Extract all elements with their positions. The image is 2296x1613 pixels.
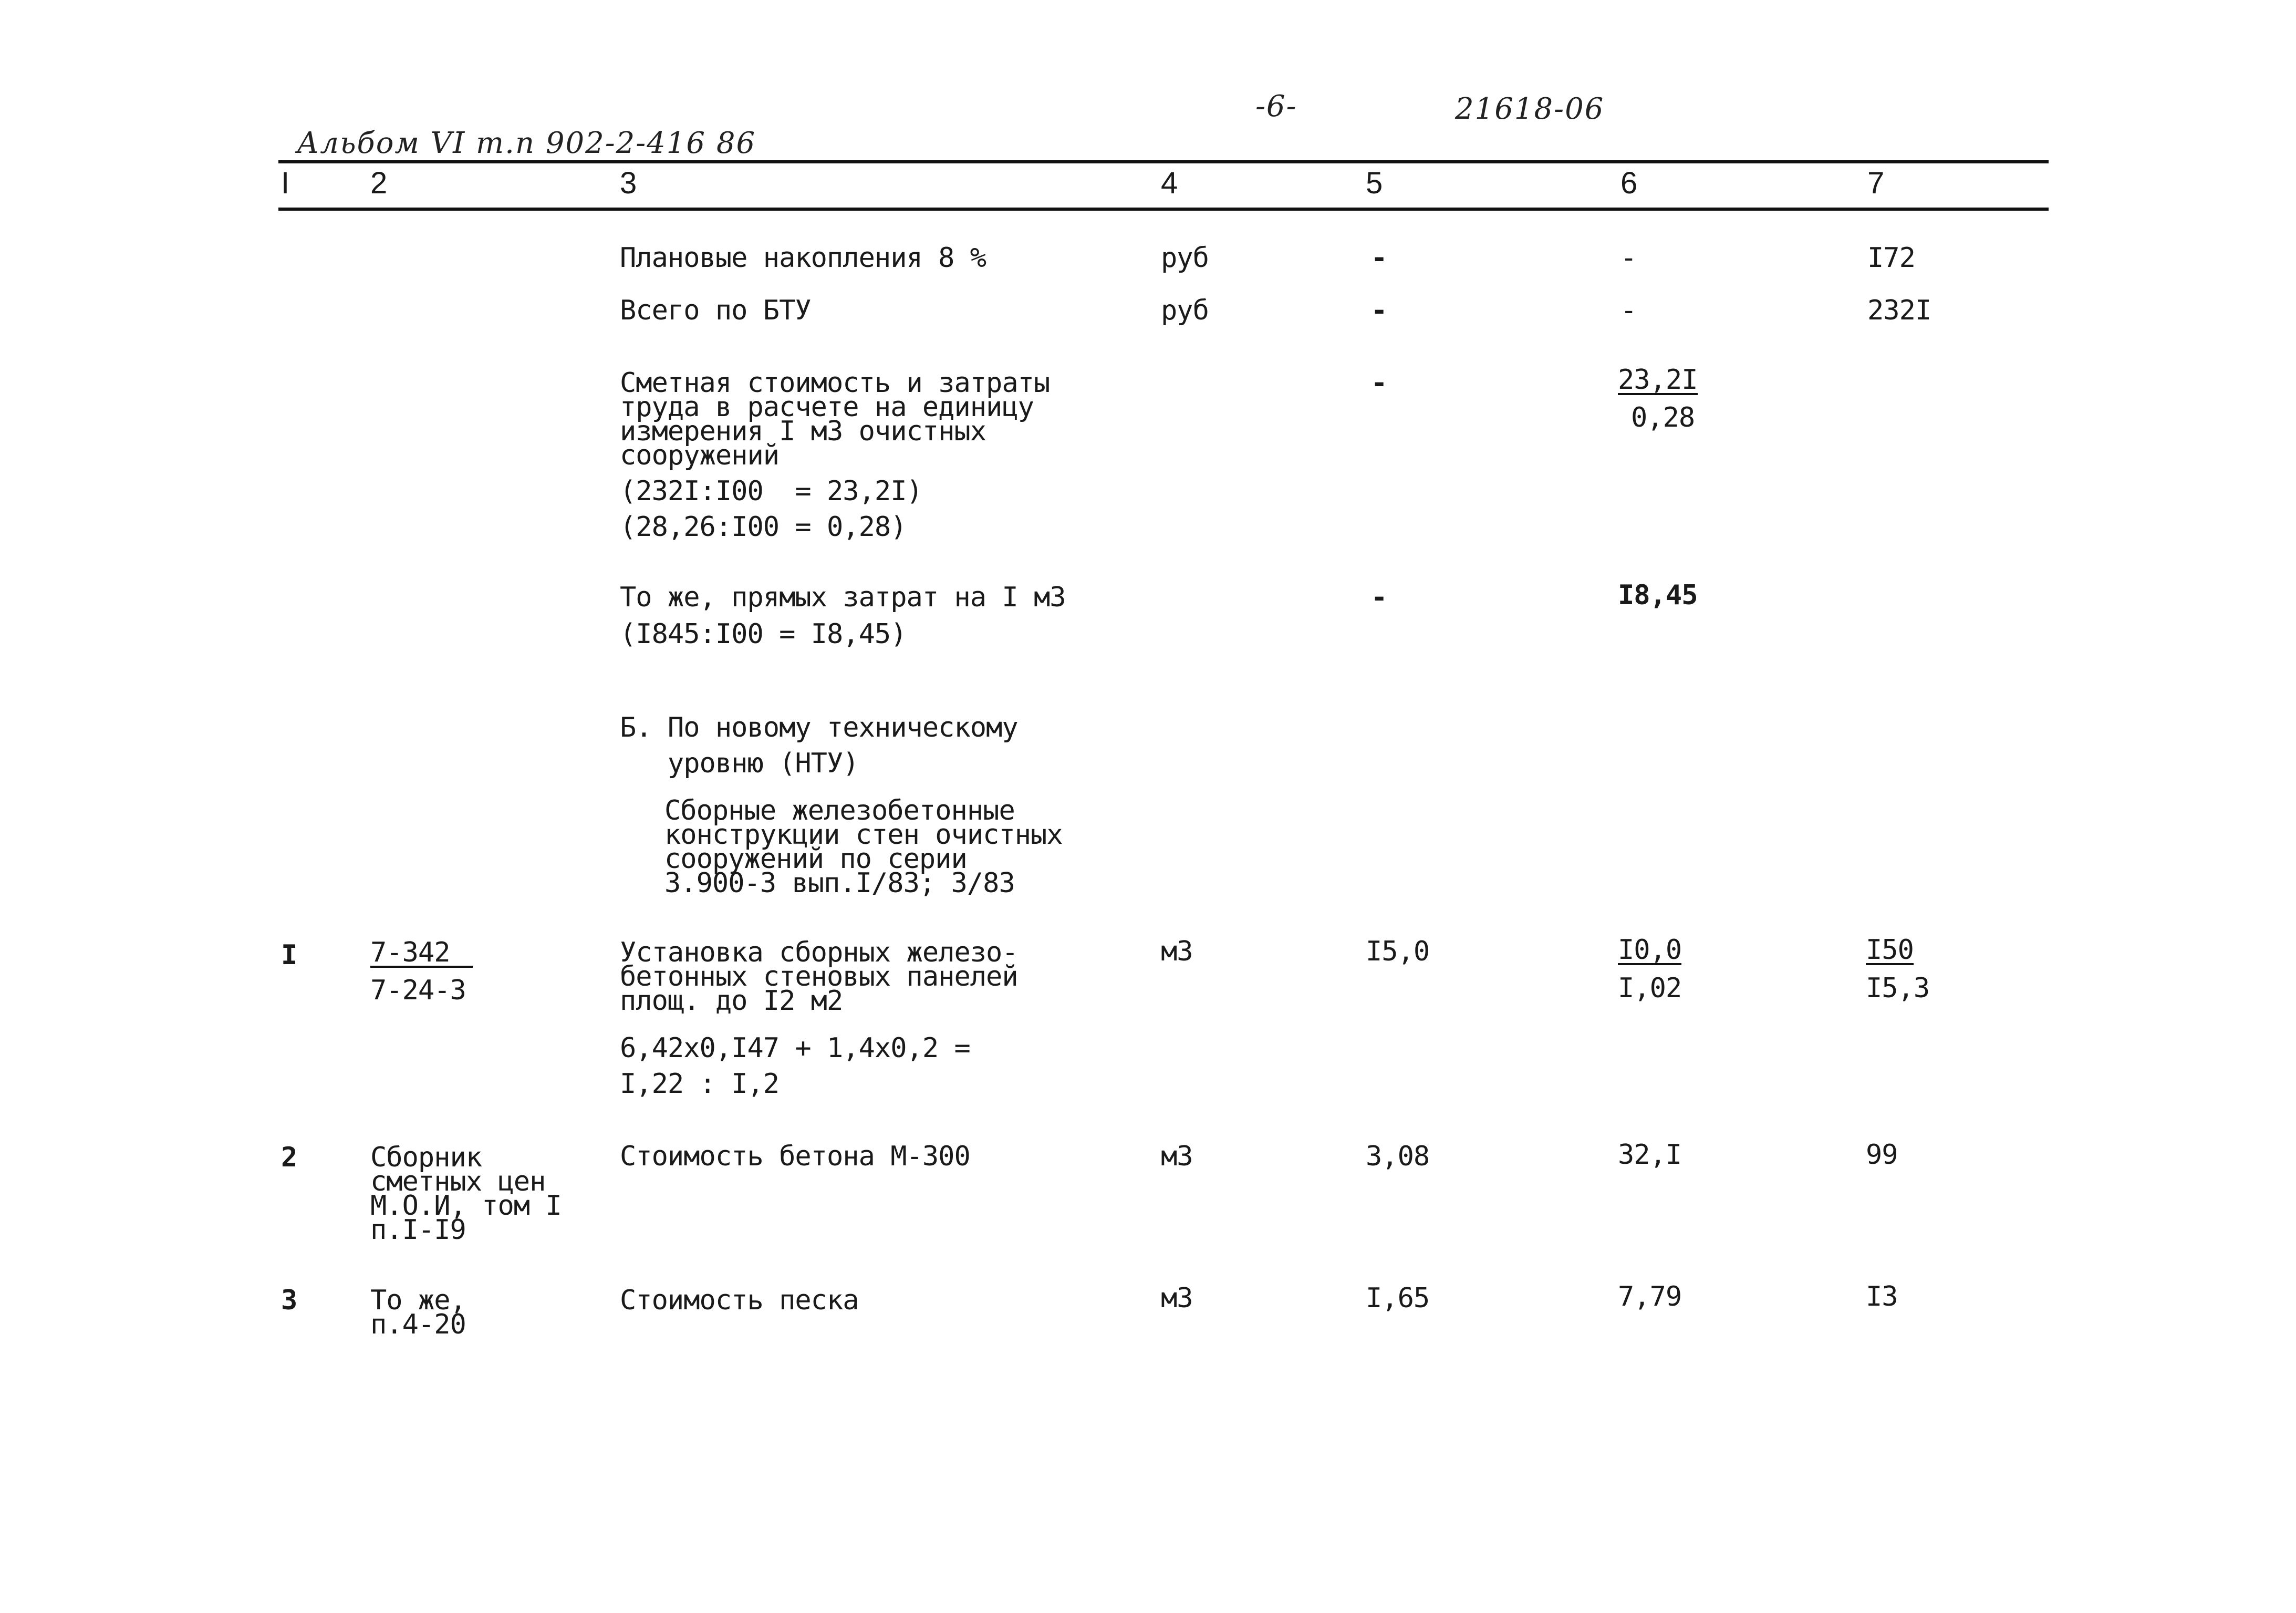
row-description-line: труда в расчете на единицу [620, 391, 1034, 423]
row-col7: 232I [1867, 295, 1931, 326]
row-number: I [281, 939, 297, 971]
section-sub-line: конструкции стен очистных [664, 819, 1063, 851]
row-unit: м3 [1161, 936, 1193, 967]
row-ref-line: п.I-I9 [370, 1214, 466, 1246]
row-calc-line: (28,26:I00 = 0,28) [620, 511, 907, 543]
row-col6-top: I0,0 [1618, 934, 1682, 966]
header-top-rule [278, 160, 2049, 163]
column-header-3: 3 [620, 166, 637, 200]
row-description-line: Установка сборных железо- [620, 937, 1018, 968]
row-col6-bottom: I,02 [1618, 973, 1682, 1004]
row-description-line: сооружений [620, 440, 780, 471]
row-ref-bottom: 7-24-3 [370, 975, 466, 1006]
row-col5: - [1371, 582, 1387, 613]
row-col6: I8,45 [1618, 580, 1698, 611]
row-number: 2 [281, 1142, 297, 1173]
row-unit: м3 [1161, 1141, 1193, 1172]
section-title-line: Б. По новому техническому [620, 712, 1018, 743]
row-calc-line: (232I:I00 = 23,2I) [620, 475, 922, 507]
column-header-1: I [281, 166, 290, 200]
page-number: -6- [1255, 89, 1297, 123]
row-description: Стоимость песка [620, 1285, 859, 1316]
row-col6-top: 23,2I [1618, 364, 1698, 396]
row-description-line: площ. до I2 м2 [620, 985, 843, 1017]
row-description-line: бетонных стеновых панелей [620, 961, 1018, 992]
row-col7-bottom: I5,3 [1866, 973, 1930, 1004]
row-description-line: Сметная стоимость и затраты [620, 367, 1050, 399]
row-calc-line: 6,42х0,I47 + 1,4х0,2 = [620, 1032, 970, 1064]
row-calc: (I845:I00 = I8,45) [620, 618, 907, 650]
row-col5: - [1371, 367, 1387, 399]
row-unit: руб [1161, 242, 1209, 274]
row-ref-top: 7-342 [370, 940, 473, 968]
row-description-line: измерения I м3 очистных [620, 416, 986, 447]
column-header-7: 7 [1867, 166, 1885, 200]
row-col5: - [1371, 295, 1387, 326]
row-ref-line: Сборник [370, 1142, 482, 1173]
row-col5: I,65 [1366, 1283, 1430, 1314]
row-number: 3 [281, 1285, 297, 1316]
column-header-5: 5 [1366, 166, 1383, 200]
row-unit: руб [1161, 295, 1209, 326]
column-header-4: 4 [1161, 166, 1178, 200]
row-ref-line: То же, [370, 1285, 466, 1316]
row-col7: I3 [1866, 1281, 1898, 1312]
section-title-line: уровню (НТУ) [620, 748, 859, 779]
header-bottom-rule [278, 208, 2049, 211]
album-reference: Альбом VI т.п 902-2-416 86 [297, 126, 756, 160]
row-ref-line: М.О.И, том I [370, 1190, 562, 1222]
row-col7: I72 [1867, 242, 1915, 274]
row-unit: м3 [1161, 1283, 1193, 1314]
row-description: Стоимость бетона М-300 [620, 1141, 970, 1172]
row-calc-line: I,22 : I,2 [620, 1068, 780, 1100]
row-col5: I5,0 [1366, 936, 1430, 967]
row-description: Плановые накопления 8 % [620, 242, 986, 274]
row-col5: 3,08 [1366, 1141, 1430, 1172]
row-description: То же, прямых затрат на I м3 [620, 582, 1066, 613]
row-col6: 7,79 [1618, 1281, 1682, 1312]
row-col6: 32,I [1618, 1139, 1682, 1171]
row-col6: - [1620, 295, 1637, 326]
row-col5: - [1371, 242, 1387, 274]
section-sub-line: сооружений по серии [664, 843, 967, 875]
section-sub-line: 3.900-3 вып.I/83; 3/83 [664, 867, 1015, 899]
row-col6-bottom: 0,28 [1631, 402, 1695, 433]
row-col6: - [1620, 242, 1637, 274]
row-ref-line: п.4-20 [370, 1309, 466, 1340]
column-header-2: 2 [370, 166, 388, 200]
column-header-6: 6 [1620, 166, 1638, 200]
row-description: Всего по БТУ [620, 295, 811, 326]
document-code: 21618-06 [1455, 92, 1605, 126]
row-col7-top: I50 [1866, 934, 1914, 966]
row-ref-line: сметных цен [370, 1166, 546, 1197]
row-col7: 99 [1866, 1139, 1898, 1171]
section-sub-line: Сборные железобетонные [664, 795, 1015, 826]
